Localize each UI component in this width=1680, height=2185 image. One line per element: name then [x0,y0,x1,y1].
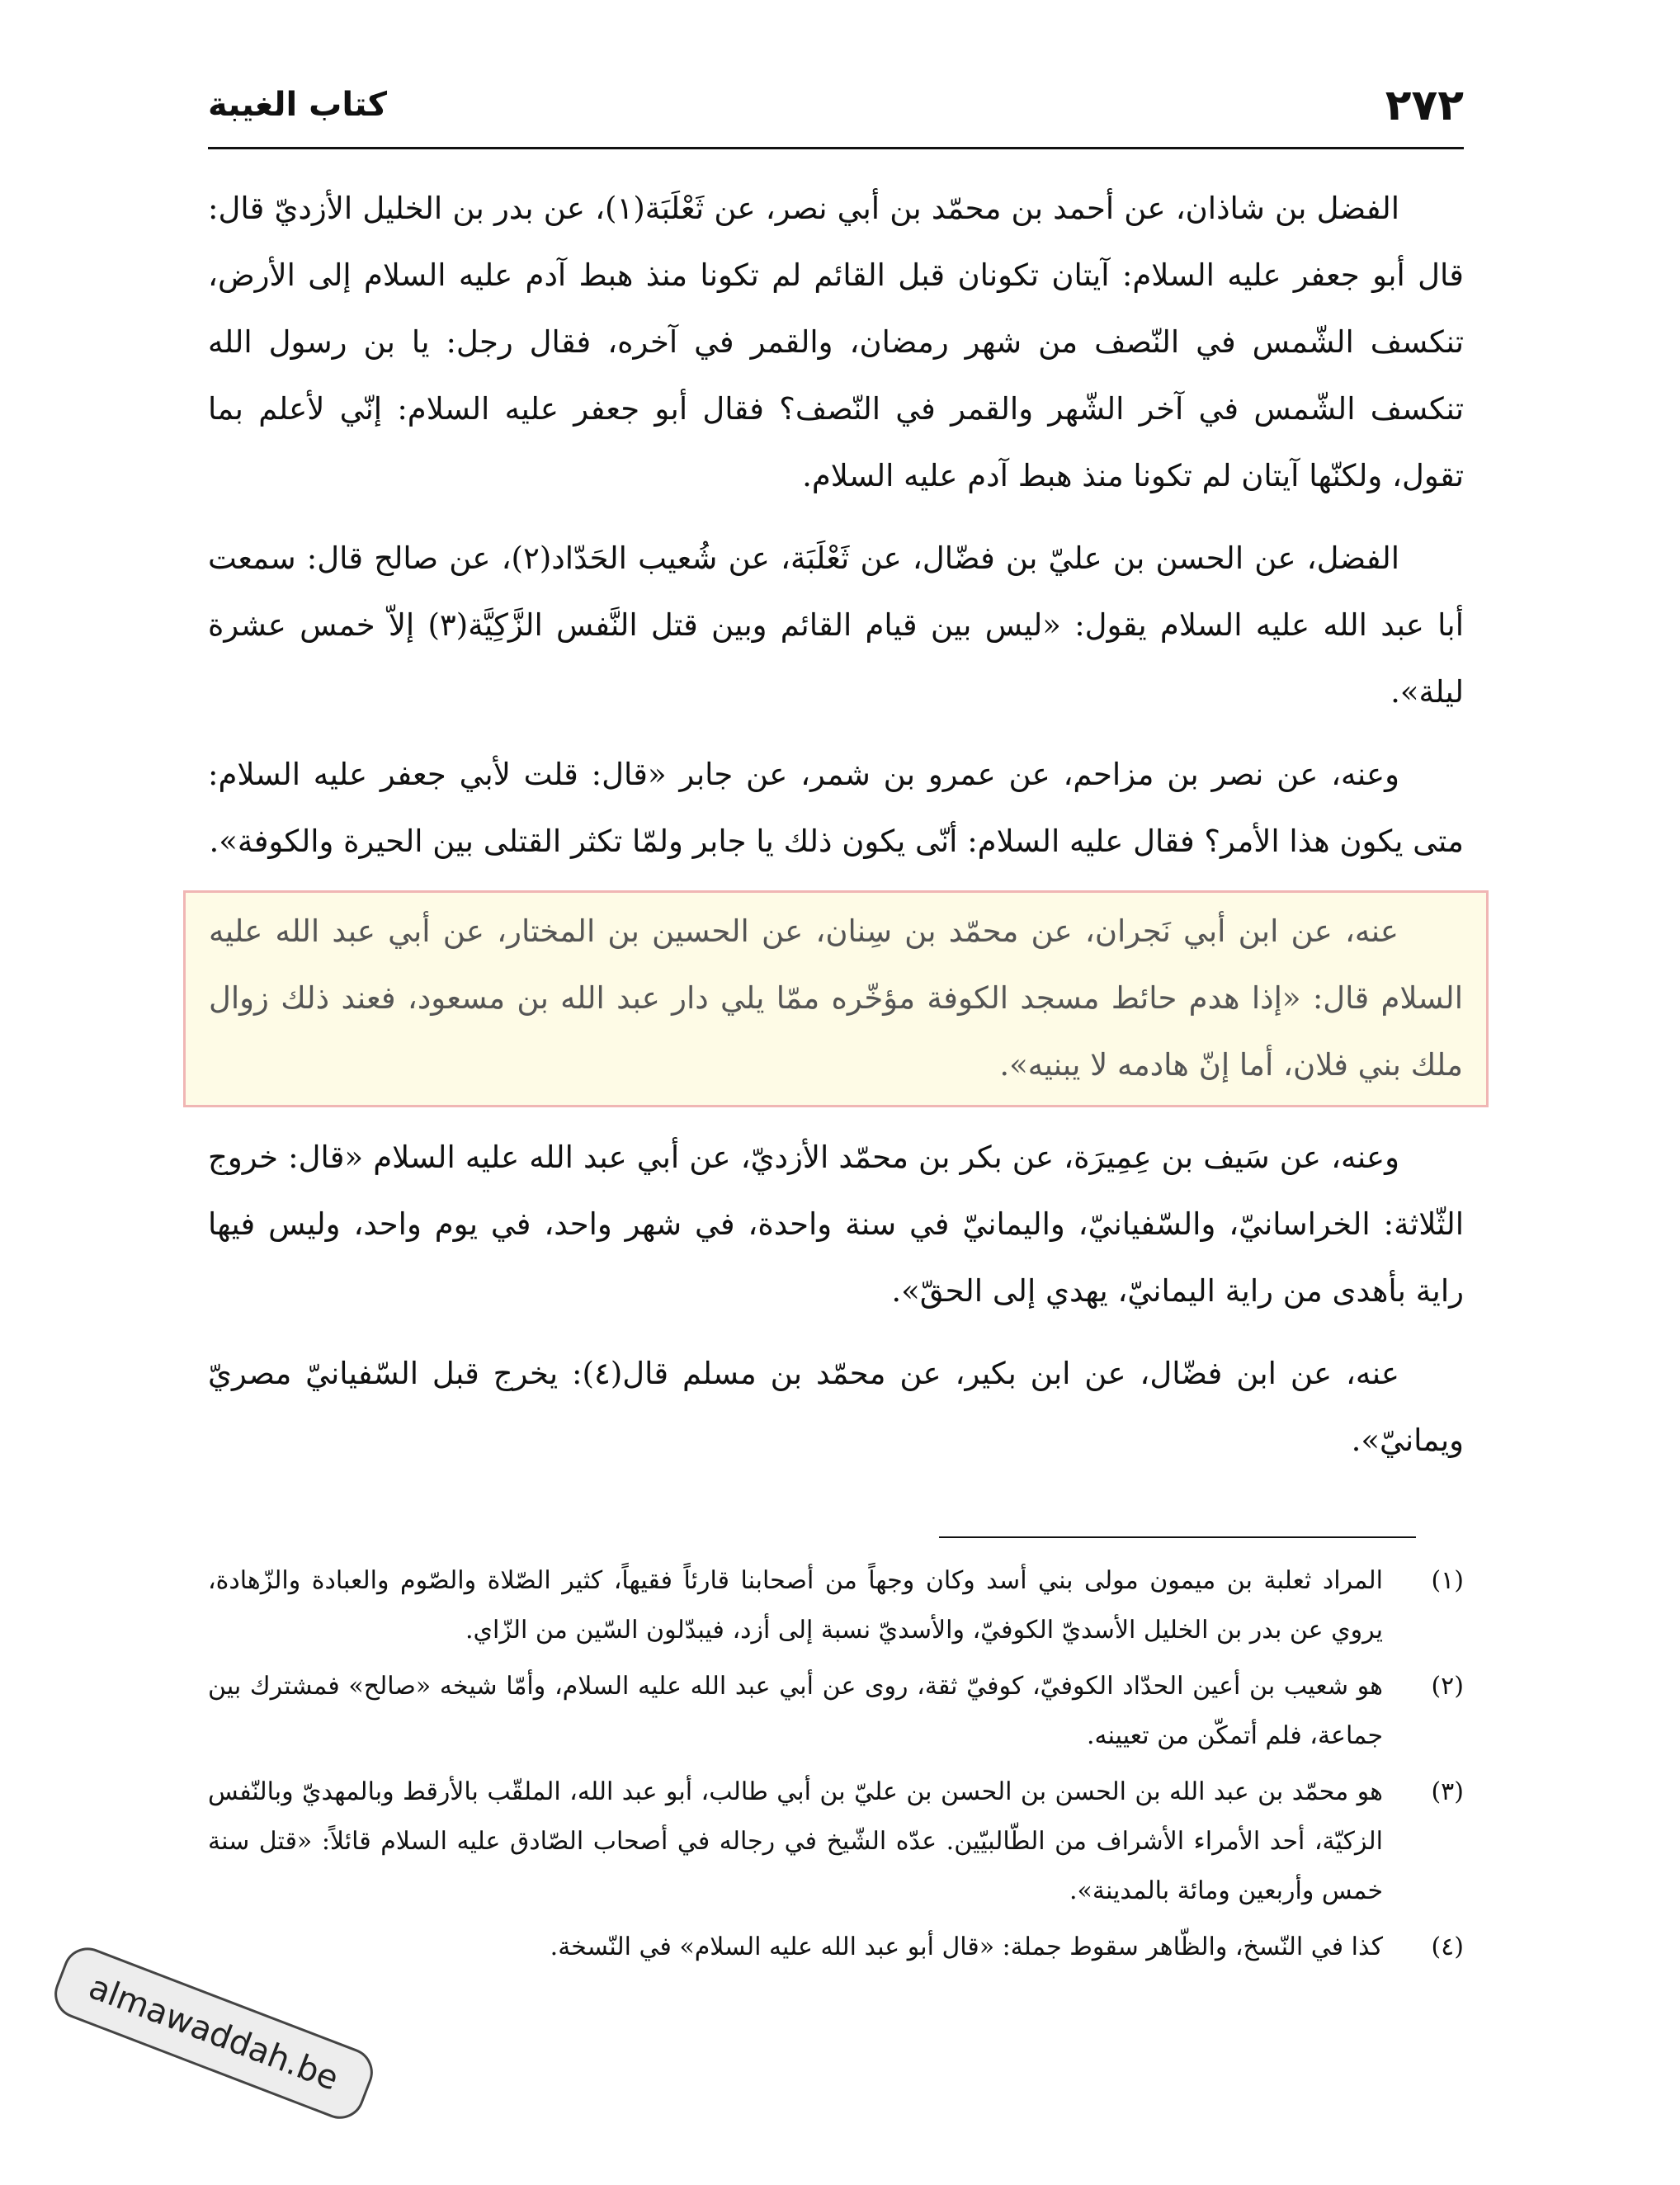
paragraph-5: وعنه، عن سَيف بن عِمِيرَة، عن بكر بن محمّد الأزديّ، عن أبي عبد الله عليه السلام «قال: خروج الثّلاثة: الخراسانيّ، والسّفيانيّ، واليمانيّ في سنة واحدة، في شهر واحد، في يوم واحد، وليس فيها راية بأهدى من راية اليمانيّ، يهدي إلى الحقّ». [208,1140,1464,1309]
footnote-text: هو محمّد بن عبد الله بن الحسن بن الحسن بن عليّ بن أبي طالب، أبو عبد الله، الملقّب بالأرقط وبالمهديّ وبالنّفس الزكيّة، أحد الأمراء الأشراف من الطّالبيّين. عدّه الشّيخ في رجاله في أصحاب الصّادق عليه السلام قائلاً: «قتل سنة خمس وأربعين ومائة بالمدينة». [208,1777,1383,1905]
footnote-divider [939,1536,1416,1538]
footnote-text: المراد ثعلبة بن ميمون مولى بني أسد وكان وجهاً من أصحابنا قارئاً فقيهاً، كثير الصّلاة والصّوم والعبادة والزّهادة، يروي عن بدر بن الخليل الأسديّ الكوفيّ، والأسديّ نسبة إلى أزد، فيبدّلون السّين من الزّاي. [208,1566,1383,1645]
footnote-number: (٣) [1431,1777,1464,1806]
paragraph-3: وعنه، عن نصر بن مزاحم، عن عمرو بن شمر، عن جابر «قال: قلت لأبي جعفر عليه السلام: متى يكون هذا الأمر؟ فقال عليه السلام: أنّى يكون ذلك يا جابر ولمّا تكثر القتلى بين الحيرة والكوفة». [208,757,1464,859]
page-header [208,76,1464,149]
footnote-3 [208,1767,1464,1916]
footnotes [208,1556,1464,1979]
footnote-2 [208,1662,1464,1761]
footnote-number: (١) [1431,1566,1464,1595]
book-title: كتاب الغيبة [208,86,387,124]
paragraph-2: الفضل، عن الحسن بن عليّ بن فضّال، عن ثَعْلَبَة، عن شُعيب الحَدّاد(٢)، عن صالح قال: سمعت أبا عبد الله عليه السلام يقول: «ليس بين قيام القائم وبين قتل النَّفس الزَّكِيَّة(٣) إلاّ خمس عشرة ليلة». [208,540,1464,710]
highlighted-passage [183,890,1489,1107]
footnote-1 [208,1556,1464,1655]
footnote-number: (٢) [1431,1672,1464,1701]
paragraph-4: عنه، عن ابن أبي نَجران، عن محمّد بن سِنان، عن الحسين بن المختار، عن أبي عبد الله عليه السلام قال: «إذا هدم حائط مسجد الكوفة مؤخّره ممّا يلي دار عبد الله بن مسعود، فعند ذلك زوال ملك بني فلان، أما إنّ هادمه لا يبنيه». [209,913,1463,1083]
watermark: almawaddah.be [47,1941,380,2126]
page-number: ٢٧٢ [1385,81,1464,130]
paragraph-6: عنه، عن ابن فضّال، عن ابن بكير، عن محمّد بن مسلم قال(٤): يخرج قبل السّفيانيّ مصريّ ويمانيّ». [208,1356,1464,1458]
footnote-text: كذا في النّسخ، والظّاهر سقوط جملة: «قال أبو عبد الله عليه السلام» في النّسخة. [550,1933,1383,1961]
paragraph-1: الفضل بن شاذان، عن أحمد بن محمّد بن أبي نصر، عن ثَعْلَبَة(١)، عن بدر بن الخليل الأزديّ قال: قال أبو جعفر عليه السلام: آيتان تكونان قبل القائم لم تكونا منذ هبط آدم عليه السلام إلى الأرض، تنكسف الشّمس في النّصف من شهر رمضان، والقمر في آخره، فقال رجل: يا بن رسول الله تنكسف الشّمس في آخر الشّهر والقمر في النّصف؟ فقال أبو جعفر عليه السلام: إنّي لأعلم بما تقول، ولكنّها آيتان لم تكونا منذ هبط آدم عليه السلام. [208,191,1464,493]
main-text [208,175,1464,1489]
footnote-4 [208,1923,1464,1972]
footnote-text: هو شعيب بن أعين الحدّاد الكوفيّ، كوفيّ ثقة، روى عن أبي عبد الله عليه السلام، وأمّا شيخه «صالح» فمشترك بين جماعة، فلم أتمكّن من تعيينه. [208,1672,1383,1750]
footnote-number: (٤) [1431,1933,1464,1961]
